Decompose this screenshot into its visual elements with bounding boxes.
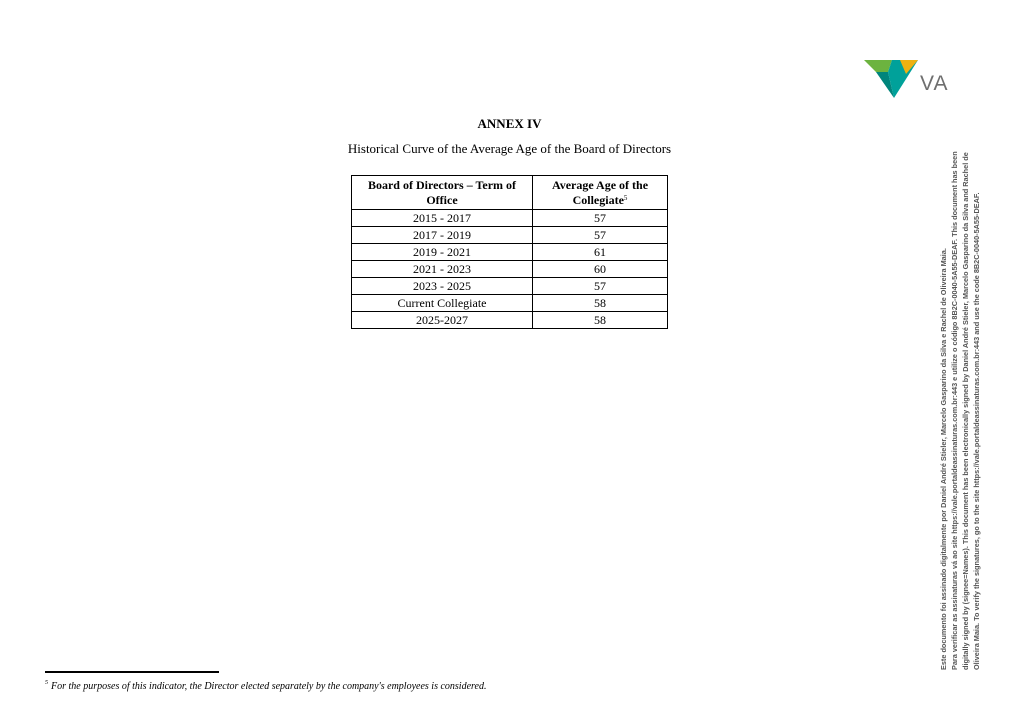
header-term-of-office: Board of Directors – Term of Office <box>352 176 533 210</box>
table-row <box>352 312 668 329</box>
average-age-table <box>351 175 668 329</box>
age-cell: 57 <box>533 227 668 244</box>
term-cell: 2017 - 2019 <box>352 227 533 244</box>
age-cell: 61 <box>533 244 668 261</box>
age-cell: 58 <box>533 295 668 312</box>
age-cell: 57 <box>533 210 668 227</box>
age-cell: 60 <box>533 261 668 278</box>
table-row <box>352 278 668 295</box>
table-header-row <box>352 176 668 210</box>
header-average-age: Average Age of the Collegiate$^5$ <box>533 176 668 210</box>
age-cell: 57 <box>533 278 668 295</box>
term-cell: 2021 - 2023 <box>352 261 533 278</box>
footnote-mark: 5 <box>623 194 628 202</box>
logo-text: VA <box>920 72 949 95</box>
term-cell: Current Collegiate <box>352 295 533 312</box>
signature-line: digitally signed by (signee=Names). This document has been electronically signed by Daniel André Stieler, Marcelo Gasparino da Silva and Rachel de <box>961 152 970 670</box>
vale-logo <box>862 54 949 102</box>
table-row <box>352 261 668 278</box>
term-cell: 2019 - 2021 <box>352 244 533 261</box>
signature-line: Oliveira Maia. To verify the signatures, go to the site https://vale.portaldeassinaturas.com.br:443 and use the code 8B2C-0040-5A55-DEAF. <box>972 192 981 670</box>
age-cell: 58 <box>533 312 668 329</box>
term-cell: 2023 - 2025 <box>352 278 533 295</box>
table-row <box>352 227 668 244</box>
table-row <box>352 210 668 227</box>
term-cell: 2015 - 2017 <box>352 210 533 227</box>
annex-subtitle: Historical Curve of the Average Age of the Board of Directors <box>347 141 672 156</box>
footnote-number: 5 <box>45 680 48 686</box>
signature-line: Este documento foi assinado digitalmente por Daniel André Stieler, Marcelo Gasparino da Silva e Rachel de Oliveira Maia. <box>939 248 948 670</box>
term-cell: 2025-2027 <box>352 312 533 329</box>
table-row <box>352 295 668 312</box>
signature-line: Para verificar as assinaturas vá ao site https://vale.portaldeassinaturas.com.br:443 e utilize o código 8B2C-0040-5A55-DEAF. This document has been <box>950 151 959 670</box>
footnote-text: For the purposes of this indicator, the Director elected separately by the company's employees is considered. <box>51 681 487 692</box>
table-row <box>352 244 668 261</box>
footnote <box>45 681 486 692</box>
annex-title: ANNEX IV <box>477 116 542 131</box>
footnote-separator <box>45 671 219 673</box>
